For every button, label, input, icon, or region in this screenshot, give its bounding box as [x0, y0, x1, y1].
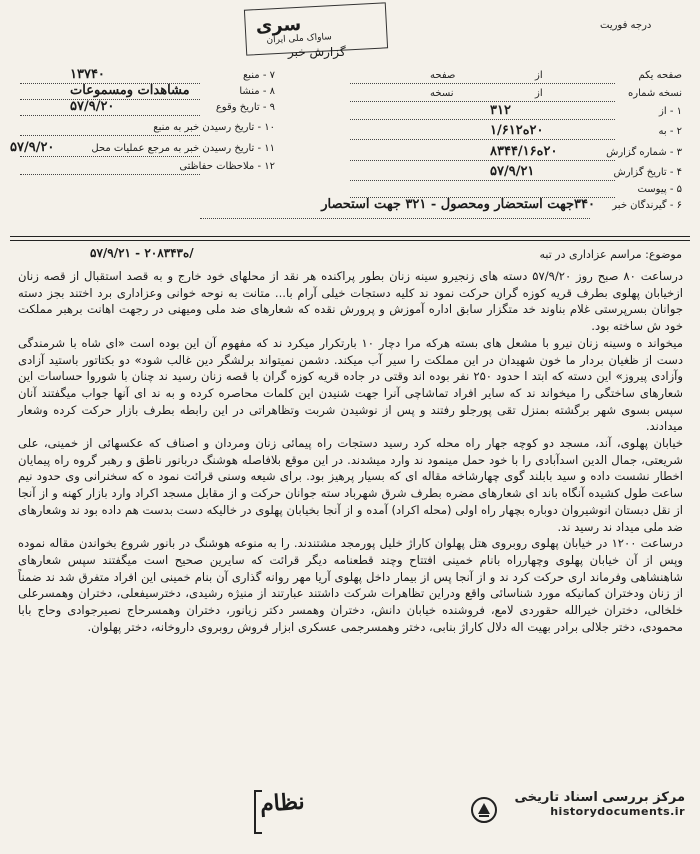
right-field-dots: [350, 119, 615, 120]
signature: [260, 790, 430, 830]
right-field-label: ۴ - تاریخ گزارش: [613, 167, 682, 178]
body-paragraph: میخواند ه وسینه زنان نیرو با مشعل های بسته هرکه مرا دچار ۱۰ بارتکرار میکرد ند که مفهوم آن این بوده است «ای شاه با شرمندگی دست از ظغیان بردار ما خون شهیدان در این مملکت را سیر آب میکند. دشمن نمیتواند برلشگر دین غالب شود» دو بکتاتور باستید آزادی وآزادی پیروز» این دسته که ابتد ا حدود ۲۵۰ نفر بوده اند وقتی در جاده قریه کوزه گران با قصه زنان رسید ند چنان با شوروا حساسات این شعارهای ساختگی را میخواند ند که سایر افراد تماشاچی آنرا جهت شنیدن این کلمات محاصره کرده و به ند ای آنها جواب میگفتند آنان سپس بسوی شهر برگشته بمنزل تقی پورجلو رفتند و پس از نوشیدن شربت وتظاهراتی در این رابطه بطرف بازار حرکت کرده وشعار میدادند.: [18, 335, 683, 434]
watermark-url: historydocuments.ir: [550, 805, 685, 818]
body-paragraph: خیابان پهلوی، آند، مسجد دو کوچه جهار راه محله کرد رسید دستجات راه پیمائی زنان ومردان و اصناف که عکسهائی از خمینی، علی شریعتی، جمال الدین اسدآبادی را با خود حمل مینمود ند وارد میشدند. در این موقع بلافاصله هوشنگ دربانور ناطق و رهبر گروه راه پیمایان اخطار نشست داده و سید بابلند گوی چهارشاخه مقاله ای که بسیار پرهیز بود. برای شیعه وسنی قرائت نمود ه که سخنرانی وی حدود نیم ساعت طول کشیده آنگاه باند ای شعارهای مضره بطرف شرق شهرباد سته جوانان حرکت و از مقابل مسجد اکراد وارد بازار کهنه و از آنجا از نقل دبستان انوشیروان دوباره بچهار راه اولی (محله اکراد) آمده و از آنجا بخیابان پهلوی در خالیکه دست بدست هم داده بود ند وشعارهای ضد ملی میداد ند رسید ند.: [18, 436, 683, 534]
subject-label: موضوع: مراسم عزاداری در تبه: [539, 248, 682, 261]
left-field-value: ۵۷/۹/۲۰: [70, 99, 115, 114]
archive-watermark: [470, 790, 685, 840]
recipients-value: ۳۴۰جهت استحضار ومحصول - ۳۲۱ جهت استحصار: [321, 197, 595, 212]
left-field-dots: [20, 156, 200, 157]
right-field-label: ۲ - به: [658, 126, 682, 137]
header-rule: [10, 236, 690, 237]
left-field-value: ۱۳۷۴۰: [70, 67, 105, 82]
body-paragraph: درساعت ۱۲۰۰ در خیابان پهلوی روبروی هتل پهلوان کاراژ خلیل پورمجد مشتندند. را به منوعه هوشنگ در بانور شروع بخواندن مقاله نموده وپس از آن خیابان پهلوی وچهارراه بانام خمینی افتتاح وچند قطعنامه دیگر قرائت که سایرین صحیح است میگفتند سپس شعارهای شاهنشاهی وفرماند اری حرکت کرد ند و از آنجا پس از بیمار داخل پهلوی آریا مهر روانه گذاری آن بنام خمینی این افراد متفرق شد ند ضمناً از زنان ودختران کمانیکه مورد شناسائی واقع ودراین تظاهرات شرکت داشتند عبارتند از منیژه رشیدی، دخترسیفعلی، دختران وهمسرعلی خلخالی، دختران خیرالله حقوردی لامع، فروشنده خیابان دانش، دختران وهمسر دکتر زیانور، دختران وهمسرحاج نصیرجوادی وحاج بابا محمودی، دختر جلالی برادر بهیت اله دلال کاراژ بنابی، دختر وهمسرجمی عسکری ابزار فروش روبروی داروخانه، دختر پهلوان.: [18, 536, 683, 634]
report-body: [18, 268, 683, 635]
stamp-title: سری: [255, 13, 302, 38]
recipients-dots: [200, 218, 590, 219]
left-field-label: ۱۲ - ملاحظات حفاظتی: [179, 161, 275, 172]
recipients-label: ۶ - گیرندگان خبر: [612, 200, 682, 211]
right-field-dots: [350, 101, 615, 102]
header-rule-double: [10, 240, 690, 241]
right-field-dots: [350, 139, 615, 140]
right-field-value: ۲۰ه۸۳۴۴/۱۶: [490, 144, 558, 159]
report-title: گزارش خبر: [288, 45, 346, 59]
left-field-dots: [20, 115, 200, 116]
right-field-mid: از: [535, 70, 543, 81]
left-field-value: مشاهدات ومسموعات: [70, 83, 190, 98]
right-field-value: ۲۰ه۱/۶۱۲: [490, 123, 544, 138]
right-field-label: ۵ - پیوست: [637, 184, 682, 195]
right-field-label: ۳ - شماره گزارش: [606, 147, 682, 158]
watermark-title: مرکز بررسی اسناد تاریخی: [514, 790, 685, 805]
subject-reference: ۵۷/۹/۲۱ - ۲۰ه۸۳۴۳/: [90, 246, 194, 260]
right-field-dots: [350, 180, 615, 181]
right-field-label: ۱ - از: [659, 106, 682, 117]
right-field-value: ۵۷/۹/۲۱: [490, 164, 535, 179]
left-field-label: ۱۱ - تاریخ رسیدن خبر به مرجع عملیات محل: [91, 143, 275, 154]
urgency-label: درجه فوریت: [600, 20, 652, 31]
left-field-label: ۱۰ - تاریخ رسیدن خبر به منبع: [153, 122, 275, 133]
body-paragraph: درساعت ۸۰ صبح روز ۵۷/۹/۲۰ دسته های زنجیرو سینه زنان بطور پراکنده هر نقد از محلهای خود خارج و به قصد استقبال از قصه زنان ازخیابان پهلوی بطرف قریه کوزه گران حرکت نمود ند کلیه دستجات خیلی آرام با... متانت به نوحه خوانی وعزاداری برد اختند بجز دسته جوانان بسرپرستی غلام بناوند خد متگزار سابق اداره آموزش و پرورش نقده که شعارهای ضد ملی ومیهنی در رجهت اهانت برهبر مملکت خود ش ساخته بود.: [18, 269, 683, 334]
left-field-label: ۹ - تاریخ وقوع: [215, 102, 275, 113]
signature-text: نظام: [259, 788, 306, 818]
left-field-value: ۵۷/۹/۲۰: [10, 140, 55, 155]
right-field-end: صفحه: [430, 70, 456, 81]
right-field-label: صفحه یکم: [638, 70, 682, 81]
left-field-label: ۸ - منشا: [239, 86, 275, 97]
right-field-dots: [350, 83, 615, 84]
right-field-dots: [350, 160, 615, 161]
archive-logo-icon: [470, 796, 498, 824]
left-field-dots: [20, 174, 200, 175]
stamp-subtitle: ساواک ملی ایران: [266, 32, 333, 46]
right-field-value: ۳۱۲: [490, 103, 511, 118]
left-field-dots: [20, 135, 200, 136]
right-field-end: نسخه: [430, 88, 454, 99]
left-field-label: ۷ - منبع: [242, 70, 275, 81]
right-field-mid: از: [535, 88, 543, 99]
right-field-label: نسخه شماره: [628, 88, 682, 99]
